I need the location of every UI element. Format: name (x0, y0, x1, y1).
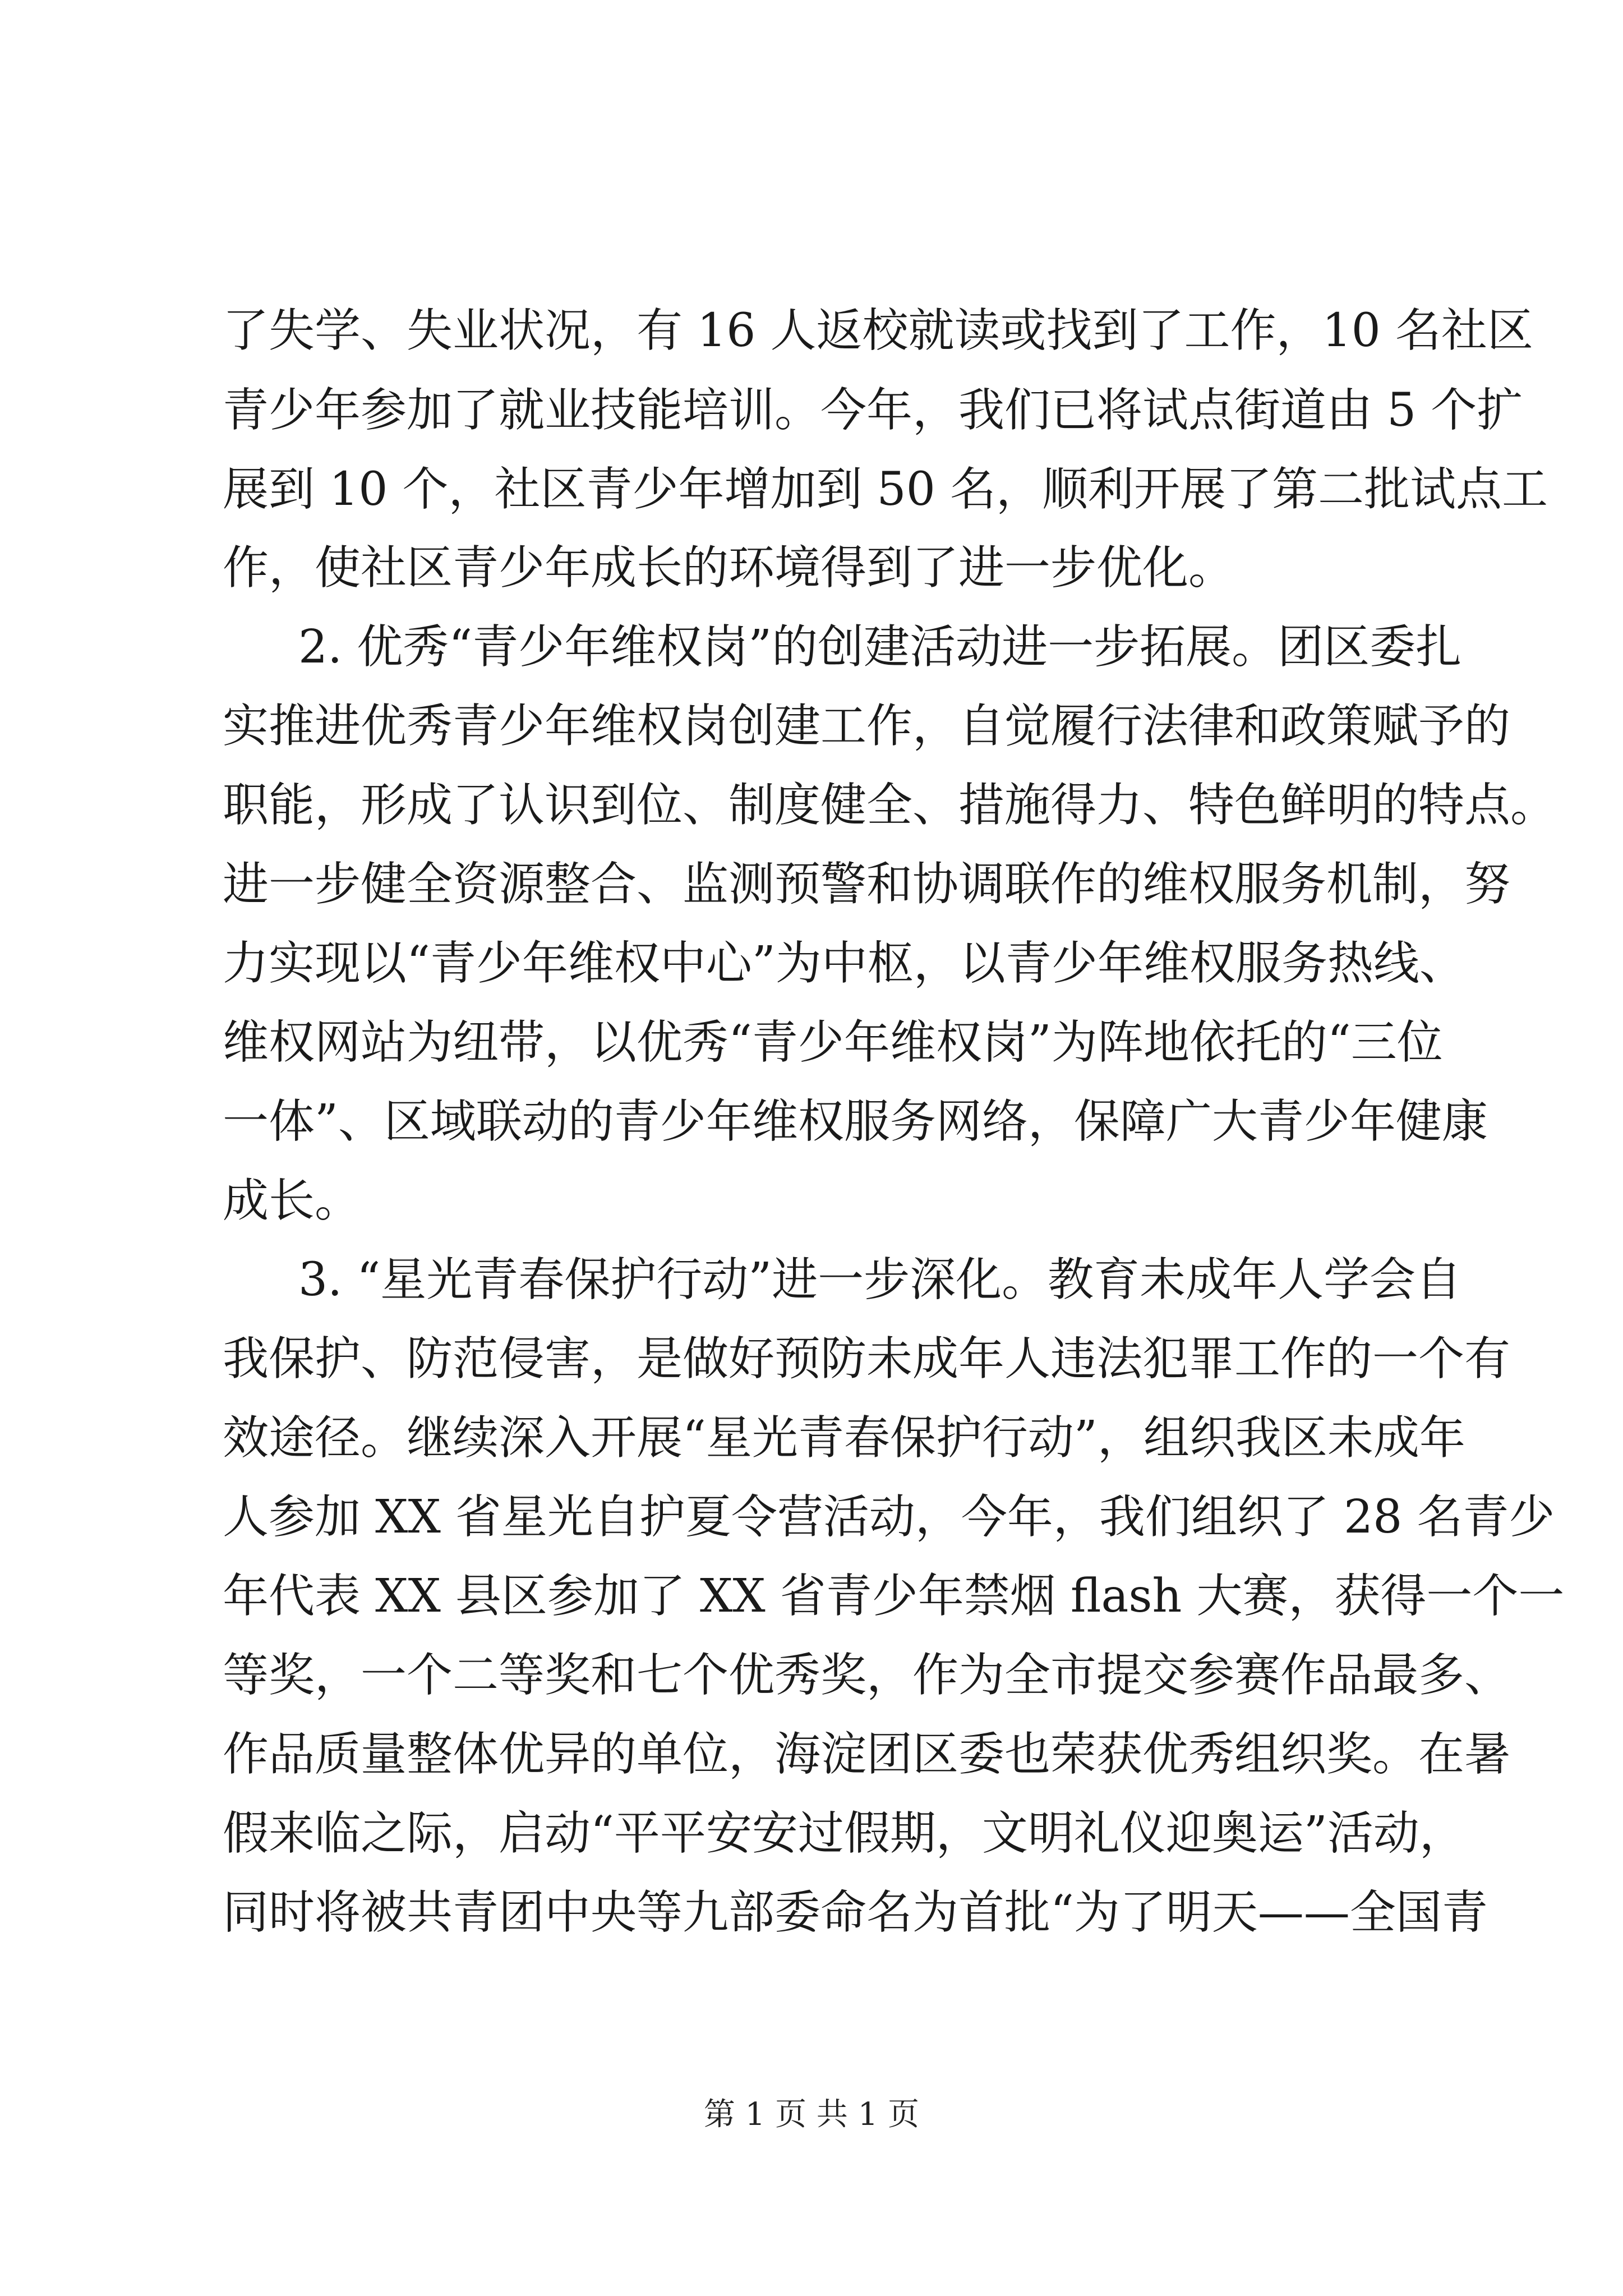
text-line: 成长。 (223, 1174, 361, 1227)
text-line: 力实现以“青少年维权中心”为中枢，以青少年维权服务热线、 (223, 937, 1465, 990)
text-line: 效途径。继续深入开展“星光青春保护行动”，组织我区未成年 (223, 1411, 1465, 1465)
text-line: 作品质量整体优异的单位，海淀团区委也荣获优秀组织奖。在暑 (223, 1728, 1511, 1781)
text-line: 作，使社区青少年成长的环境得到了进一步优化。 (223, 541, 1235, 595)
text-line: 维权网站为纽带，以优秀“青少年维权岗”为阵地依托的“三位 (223, 1016, 1443, 1069)
text-line: 了失学、失业状况，有 16 人返校就读或找到了工作，10 名社区 (223, 304, 1533, 357)
text-line: 青少年参加了就业技能培训。今年，我们已将试点街道由 5 个扩 (223, 384, 1523, 437)
text-line: 2. 优秀“青少年维权岗”的创建活动进一步拓展。团区委扎 (298, 620, 1462, 674)
text-line: 进一步健全资源整合、监测预警和协调联作的维权服务机制，努 (223, 858, 1511, 911)
page-number-footer: 第 1 页 共 1 页 (703, 2096, 920, 2133)
text-line: 人参加 XX 省星光自护夏令营活动，今年，我们组织了 28 名青少 (223, 1490, 1555, 1544)
text-line: 3. “星光青春保护行动”进一步深化。教育未成年人学会自 (298, 1253, 1462, 1306)
text-line: 实推进优秀青少年维权岗创建工作，自觉履行法律和政策赋予的 (223, 700, 1511, 753)
text-line: 年代表 XX 县区参加了 XX 省青少年禁烟 flash 大赛，获得一个一 (223, 1570, 1565, 1623)
text-line: 一体”、区域联动的青少年维权服务网络，保障广大青少年健康 (223, 1095, 1488, 1148)
text-line: 同时将被共青团中央等九部委命名为首批“为了明天——全国青 (223, 1886, 1488, 1939)
text-line: 职能，形成了认识到位、制度健全、措施得力、特色鲜明的特点。 (223, 779, 1557, 832)
text-line: 展到 10 个，社区青少年增加到 50 名，顺利开展了第二批试点工 (223, 463, 1548, 516)
text-line: 等奖，一个二等奖和七个优秀奖，作为全市提交参赛作品最多、 (223, 1649, 1511, 1702)
text-line: 假来临之际，启动“平平安安过假期，文明礼仪迎奥运”活动， (223, 1807, 1465, 1860)
text-line: 我保护、防范侵害，是做好预防未成年人违法犯罪工作的一个有 (223, 1332, 1511, 1386)
